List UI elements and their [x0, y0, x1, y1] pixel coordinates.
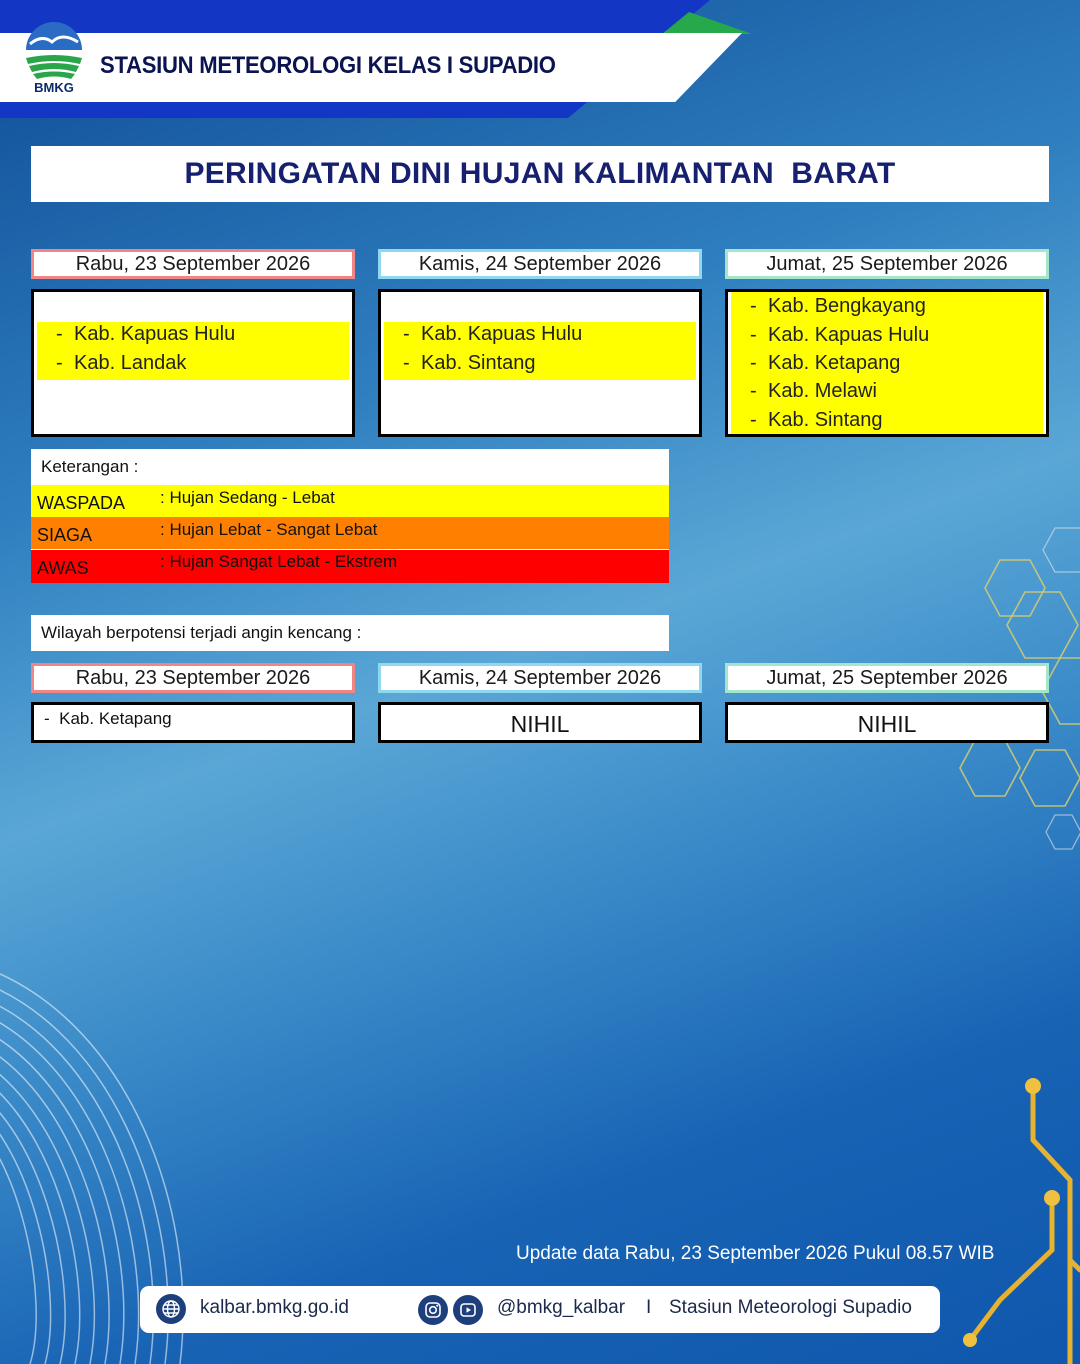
- wind-date-2: Kamis, 24 September 2026: [378, 663, 702, 693]
- legend-desc: : Hujan Sangat Lebat - Ekstrem: [160, 552, 398, 571]
- footer-bar: [140, 1286, 940, 1333]
- legend-key: AWAS: [37, 558, 89, 578]
- youtube-icon[interactable]: [453, 1295, 483, 1325]
- website-link[interactable]: kalbar.bmkg.go.id: [200, 1297, 349, 1318]
- list-item: - Kab. Kapuas Hulu: [403, 323, 583, 345]
- list-item: - Kab. Sintang: [750, 409, 883, 431]
- list-item: - Kab. Ketapang: [750, 352, 901, 374]
- page-title-box: [31, 146, 1049, 202]
- list-item: - Kab. Melawi: [750, 380, 877, 402]
- rain-date-3: Jumat, 25 September 2026: [725, 249, 1049, 279]
- rain-date-2: Kamis, 24 September 2026: [378, 249, 702, 279]
- list-item: - Kab. Sintang: [403, 352, 536, 374]
- legend-row-awas: [31, 550, 669, 583]
- rain-list-2: [378, 289, 702, 437]
- legend-desc: : Hujan Lebat - Sangat Lebat: [160, 520, 378, 539]
- wind-heading: Wilayah berpotensi terjadi angin kencang :: [41, 623, 362, 642]
- legend-heading: Keterangan :: [41, 457, 139, 476]
- wind-value-1: [31, 702, 355, 743]
- social-handle[interactable]: @bmkg_kalbar: [497, 1297, 626, 1318]
- wind-heading-box: [31, 615, 669, 651]
- footer-station: Stasiun Meteorologi Supadio: [669, 1297, 912, 1318]
- list-item: - Kab. Landak: [56, 352, 187, 374]
- rain-list-1: [31, 289, 355, 437]
- wind-date-3: Jumat, 25 September 2026: [725, 663, 1049, 693]
- globe-icon[interactable]: [156, 1294, 186, 1324]
- legend: [31, 449, 669, 583]
- rain-list-3: [725, 289, 1049, 437]
- legend-row-siaga: [31, 517, 669, 549]
- wind-value-3: [725, 702, 1049, 743]
- legend-row-waspada: [31, 485, 669, 517]
- footer-separator: I: [646, 1297, 652, 1318]
- wind-value-2: [378, 702, 702, 743]
- legend-key: WASPADA: [37, 493, 126, 513]
- wind-date-1: Rabu, 23 September 2026: [31, 663, 355, 693]
- legend-key: SIAGA: [37, 525, 93, 545]
- instagram-icon[interactable]: [418, 1295, 448, 1325]
- wind-value-text: NIHIL: [510, 711, 570, 737]
- logo-text: BMKG: [34, 80, 74, 95]
- rain-date-1: Rabu, 23 September 2026: [31, 249, 355, 279]
- wind-value-text: NIHIL: [857, 711, 917, 737]
- list-item: - Kab. Bengkayang: [750, 295, 926, 317]
- station-name: STASIUN METEOROLOGI KELAS I SUPADIO: [100, 52, 556, 79]
- legend-desc: : Hujan Sedang - Lebat: [160, 488, 335, 507]
- list-item: - Kab. Kapuas Hulu: [56, 323, 236, 345]
- update-timestamp: Update data Rabu, 23 September 2026 Pukul 08.57 WIB: [516, 1243, 995, 1264]
- page-title: PERINGATAN DINI HUJAN KALIMANTAN BARAT: [184, 157, 896, 190]
- list-item: - Kab. Kapuas Hulu: [750, 324, 930, 346]
- list-item: - Kab. Ketapang: [44, 709, 172, 728]
